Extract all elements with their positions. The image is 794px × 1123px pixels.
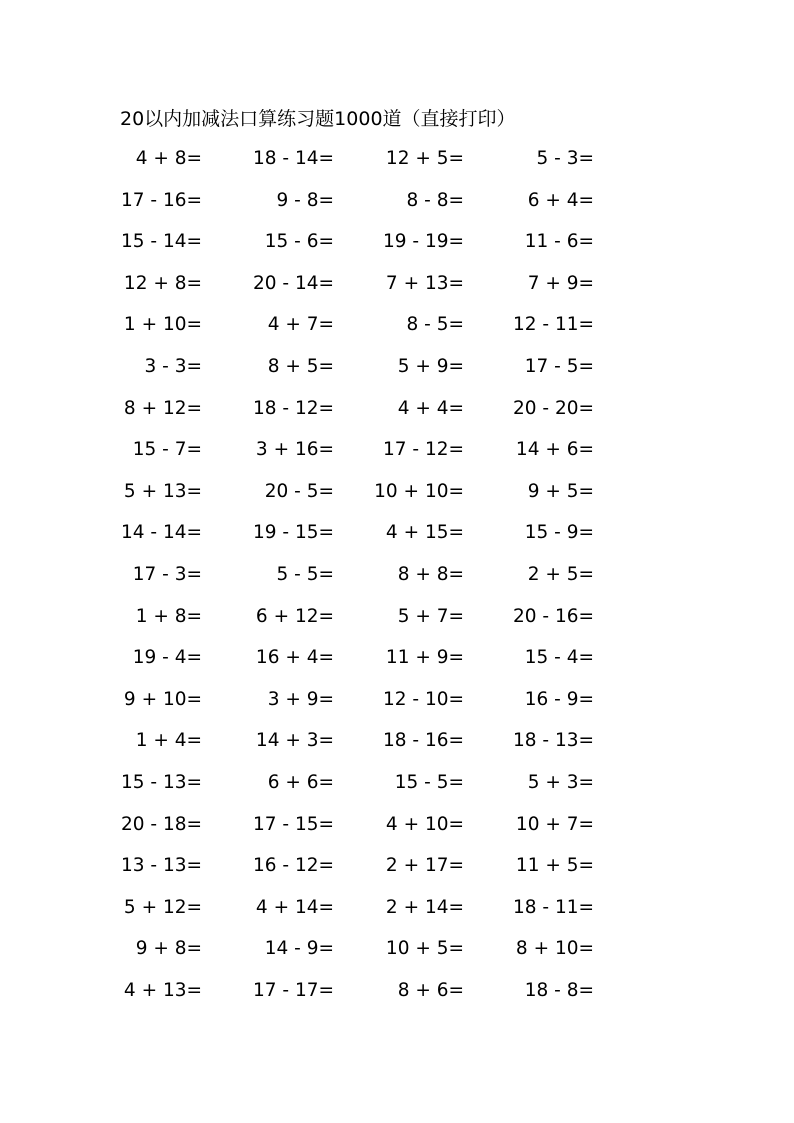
problem-cell: 15 - 5= [394,771,464,793]
problem-cell: 15 - 7= [132,439,202,461]
problem-cell: 8 + 8= [397,563,464,585]
problem-cell: 18 - 14= [252,148,334,169]
problem-cell: 4 + 4= [397,397,464,419]
problem-cell: 17 - 12= [382,439,464,461]
problem-cell: 4 + 8= [135,148,202,169]
problem-cell: 16 - 9= [524,688,594,710]
problem-cell: 14 - 14= [120,522,202,544]
problem-cell: 14 - 9= [264,938,334,960]
problem-cell: 12 - 11= [512,314,594,336]
problem-cell: 4 + 14= [255,896,334,918]
problem-cell: 14 + 6= [515,439,594,461]
problem-cell: 1 + 8= [135,605,202,627]
problem-cell: 10 + 7= [515,813,594,835]
problem-cell: 17 - 15= [252,813,334,835]
problem-cell: 1 + 10= [123,314,202,336]
problem-cell: 12 - 10= [382,688,464,710]
problem-cell: 2 + 5= [527,563,594,585]
problem-cell: 4 + 15= [385,522,464,544]
problem-cell: 17 - 16= [120,189,202,211]
problem-cell: 18 - 16= [382,730,464,752]
problem-row [0,146,794,188]
problem-cell: 14 + 3= [255,730,334,752]
problem-row [0,604,794,646]
problem-cell: 17 - 17= [252,979,334,1001]
problem-cell: 13 - 13= [120,855,202,877]
problem-row [0,687,794,729]
problem-row [0,520,794,562]
problem-cell: 6 + 12= [255,605,334,627]
problem-cell: 7 + 13= [385,272,464,294]
problem-row [0,437,794,479]
problem-cell: 5 + 9= [397,355,464,377]
problem-grid [0,146,794,1019]
problem-cell: 4 + 13= [123,979,202,1001]
problem-cell: 10 + 10= [374,480,464,502]
problem-row [0,895,794,937]
problem-cell: 11 - 6= [524,231,594,253]
problem-cell: 8 - 8= [406,189,464,211]
problem-row [0,562,794,604]
problem-row [0,853,794,895]
problem-row [0,354,794,396]
problem-cell: 11 + 9= [385,647,464,669]
problem-cell: 3 + 16= [255,439,334,461]
problem-cell: 20 - 5= [264,480,334,502]
problem-cell: 6 + 4= [527,189,594,211]
problem-cell: 17 - 3= [132,563,202,585]
problem-cell: 8 + 6= [397,979,464,1001]
problem-cell: 4 + 7= [267,314,334,336]
problem-row [0,479,794,521]
problem-row [0,645,794,687]
problem-cell: 11 + 5= [515,855,594,877]
problem-row [0,396,794,438]
problem-row [0,770,794,812]
problem-row [0,271,794,313]
problem-cell: 15 - 6= [264,231,334,253]
problem-cell: 19 - 19= [382,231,464,253]
problem-cell: 8 + 5= [267,355,334,377]
problem-cell: 18 - 8= [524,979,594,1001]
problem-cell: 20 - 20= [512,397,594,419]
problem-cell: 5 + 7= [397,605,464,627]
problem-cell: 2 + 17= [385,855,464,877]
problem-cell: 9 + 8= [135,938,202,960]
problem-cell: 5 - 5= [276,563,334,585]
problem-row [0,188,794,230]
problem-cell: 8 + 12= [123,397,202,419]
problem-cell: 20 - 16= [512,605,594,627]
problem-cell: 8 - 5= [406,314,464,336]
problem-row [0,312,794,354]
problem-cell: 15 - 14= [120,231,202,253]
problem-cell: 15 - 13= [120,771,202,793]
problem-cell: 18 - 11= [512,896,594,918]
problem-cell: 20 - 14= [252,272,334,294]
problem-cell: 9 + 5= [527,480,594,502]
problem-cell: 19 - 4= [132,647,202,669]
problem-cell: 8 + 10= [515,938,594,960]
problem-row [0,812,794,854]
problem-row [0,728,794,770]
problem-cell: 2 + 14= [385,896,464,918]
problem-cell: 15 - 9= [524,522,594,544]
problem-cell: 3 + 9= [267,688,334,710]
problem-cell: 12 + 5= [385,148,464,169]
problem-cell: 6 + 6= [267,771,334,793]
problem-cell: 18 - 12= [252,397,334,419]
problem-row [0,936,794,978]
problem-cell: 9 + 10= [123,688,202,710]
problem-cell: 5 + 13= [123,480,202,502]
page-title: 20以内加减法口算练习题1000道（直接打印） [120,108,516,130]
problem-row [0,978,794,1020]
problem-cell: 16 - 12= [252,855,334,877]
problem-cell: 16 + 4= [255,647,334,669]
problem-cell: 17 - 5= [524,355,594,377]
problem-cell: 19 - 15= [252,522,334,544]
problem-cell: 20 - 18= [120,813,202,835]
problem-cell: 5 - 3= [536,148,594,169]
problem-cell: 18 - 13= [512,730,594,752]
problem-cell: 12 + 8= [123,272,202,294]
problem-cell: 10 + 5= [385,938,464,960]
problem-cell: 1 + 4= [135,730,202,752]
problem-cell: 4 + 10= [385,813,464,835]
problem-cell: 15 - 4= [524,647,594,669]
problem-cell: 7 + 9= [527,272,594,294]
problem-cell: 3 - 3= [144,355,202,377]
problem-cell: 5 + 3= [527,771,594,793]
problem-cell: 5 + 12= [123,896,202,918]
problem-cell: 9 - 8= [276,189,334,211]
problem-row [0,229,794,271]
